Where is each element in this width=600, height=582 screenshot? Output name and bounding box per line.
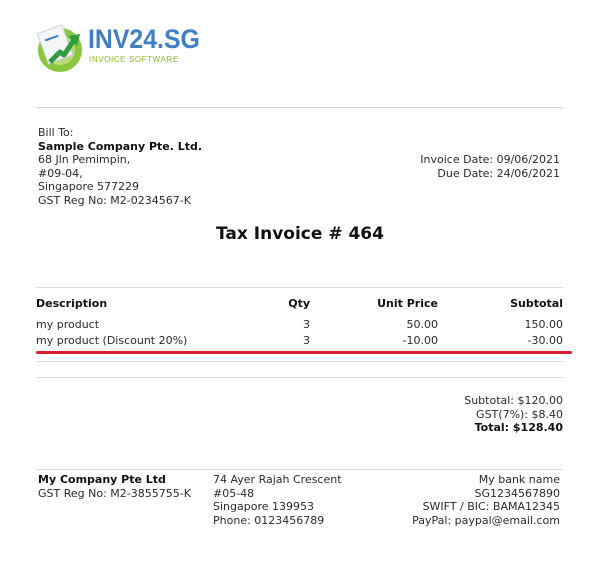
- footer-address-line: #05-48: [213, 486, 255, 500]
- cell-subtotal: 150.00: [524, 317, 563, 331]
- paypal-email: PayPal: paypal@email.com: [412, 513, 560, 527]
- invoice-growth-icon: [36, 22, 86, 74]
- footer-company: My Company Pte Ltd: [38, 473, 166, 486]
- footer-address-block: [213, 473, 342, 527]
- footer-company-block: [38, 473, 191, 500]
- dates-block: [420, 153, 560, 180]
- cell-qty: 3: [303, 317, 310, 331]
- highlight-underline: [36, 351, 572, 354]
- totals-total: Total: $128.40: [474, 421, 563, 434]
- bill-to-address-line: #09-04,: [38, 166, 83, 180]
- table-header-row: [36, 297, 563, 316]
- divider: [36, 377, 563, 378]
- divider: [36, 107, 563, 108]
- footer-bank-block: [412, 473, 560, 527]
- header-unit-price: Unit Price: [377, 297, 438, 310]
- cell-unit-price: 50.00: [406, 317, 438, 331]
- logo-brand: INV24.SG: [88, 24, 200, 54]
- bank-account: SG1234567890: [474, 486, 560, 500]
- bill-to-company: Sample Company Pte. Ltd.: [38, 139, 203, 153]
- table-row: [36, 332, 563, 348]
- bank-name: My bank name: [478, 473, 560, 486]
- header-subtotal: Subtotal: [510, 297, 563, 310]
- bill-to-address-line: 68 Jln Pemimpin,: [38, 153, 131, 166]
- footer-gst: GST Reg No: M2-3855755-K: [38, 486, 191, 500]
- cell-description: my product: [36, 317, 100, 331]
- invoice-date: Invoice Date: 09/06/2021: [420, 153, 560, 166]
- header-qty: Qty: [288, 297, 310, 310]
- bank-swift: SWIFT / BIC: BAMA12345: [422, 500, 560, 513]
- header-description: Description: [36, 297, 108, 310]
- logo-tagline: INVOICE SOFTWARE: [89, 55, 179, 64]
- divider: [36, 469, 563, 470]
- bill-to-gst: GST Reg No: M2-0234567-K: [38, 193, 191, 207]
- cell-subtotal: -30.00: [527, 333, 563, 347]
- bill-to-block: [38, 126, 202, 207]
- due-date: Due Date: 24/06/2021: [437, 166, 560, 180]
- footer-address-line: Singapore 139953: [213, 500, 314, 513]
- divider: [36, 287, 563, 288]
- bill-to-address-line: Singapore 577229: [38, 180, 139, 193]
- totals-gst: GST(7%): $8.40: [476, 407, 563, 421]
- totals-block: [464, 394, 563, 435]
- footer-phone: Phone: 0123456789: [213, 513, 325, 527]
- divider: [36, 361, 563, 362]
- invoice-title: Tax Invoice # 464: [216, 224, 384, 244]
- totals-subtotal: Subtotal: $120.00: [464, 394, 563, 407]
- items-table: [36, 297, 563, 348]
- footer-address-line: 74 Ayer Rajah Crescent: [213, 473, 342, 486]
- logo: [36, 22, 200, 74]
- bill-to-label: Bill To:: [38, 126, 74, 139]
- cell-qty: 3: [303, 333, 310, 347]
- cell-description: my product (Discount 20%): [36, 333, 188, 347]
- cell-unit-price: -10.00: [402, 333, 438, 347]
- table-row: [36, 316, 563, 332]
